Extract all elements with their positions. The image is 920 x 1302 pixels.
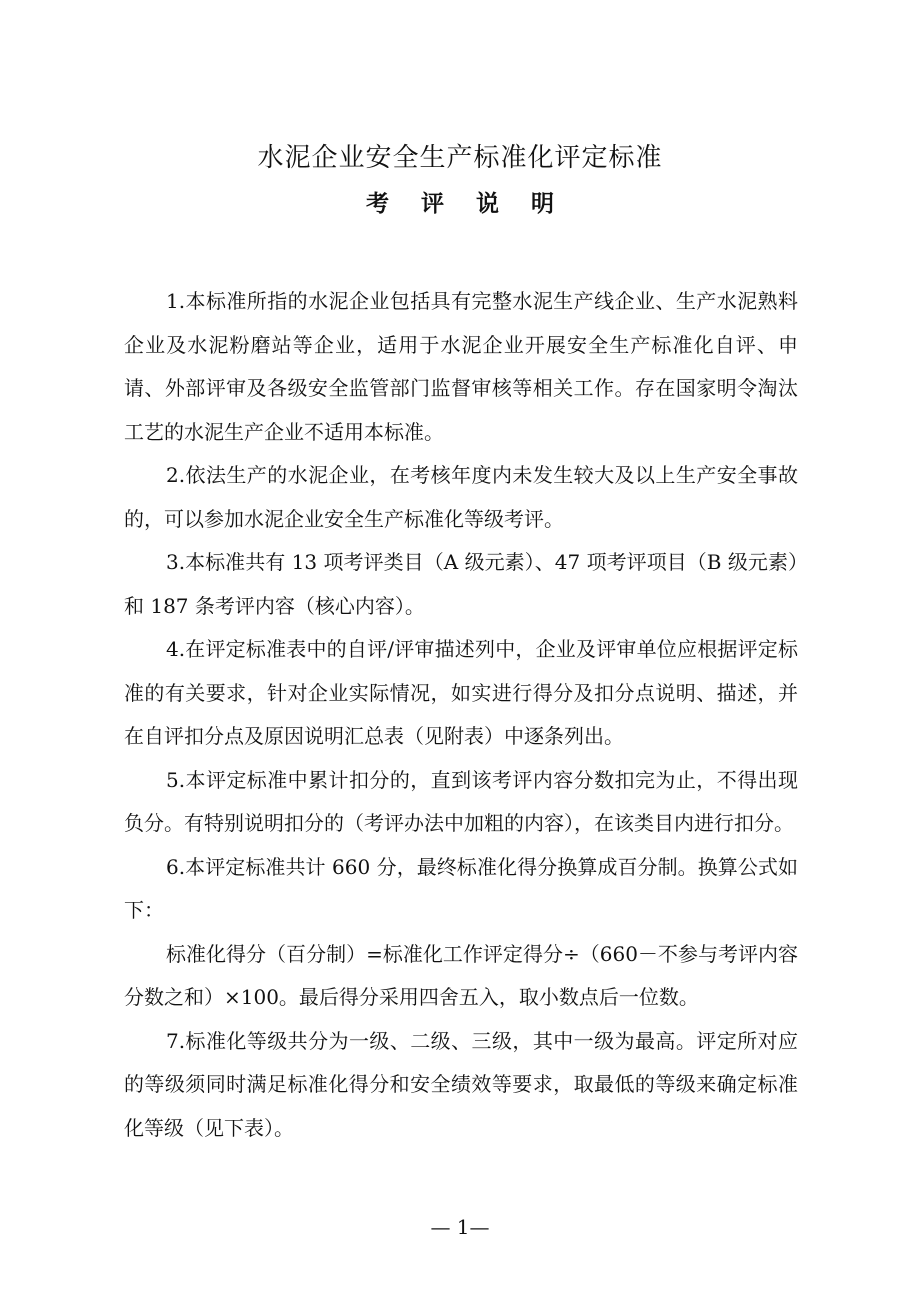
paragraph-3: 3.本标准共有 13 项考评类目（A 级元素）、47 项考评项目（B 级元素）和 187 条考评内容（核心内容）。 bbox=[124, 550, 798, 618]
paragraph-4: 4.在评定标准表中的自评/评审描述列中，企业及评审单位应根据评定标准的有关要求，针对企业实际情况，如实进行得分及扣分点说明、描述，并在自评扣分点及原因说明汇总表（见附表）中逐条列出。 bbox=[124, 637, 798, 748]
document-subtitle: 考 评 说 明 bbox=[365, 191, 567, 217]
formula-paragraph: 标准化得分（百分制）=标准化工作评定得分÷（660－不参与考评内容分数之和）×100。最后得分采用四舍五入，取小数点后一位数。 bbox=[124, 941, 798, 1009]
document-body bbox=[124, 280, 798, 1150]
paragraph-5: 5.本评定标准中累计扣分的，直到该考评内容分数扣完为止，不得出现负分。有特别说明扣分的（考评办法中加粗的内容），在该类目内进行扣分。 bbox=[124, 767, 798, 835]
paragraph-7: 7.标准化等级共分为一级、二级、三级，其中一级为最高。评定所对应的等级须同时满足标准化得分和安全绩效等要求，取最低的等级来确定标准化等级（见下表）。 bbox=[124, 1028, 798, 1140]
paragraph-6: 6.本评定标准共计 660 分，最终标准化得分换算成百分制。换算公式如下： bbox=[124, 854, 798, 922]
paragraph-1: 1.本标准所指的水泥企业包括具有完整水泥生产线企业、生产水泥熟料企业及水泥粉磨站等企业，适用于水泥企业开展安全生产标准化自评、申请、外部评审及各级安全监管部门监督审核等相关工作。存在国家明令淘汰工艺的水泥生产企业不适用本标准。 bbox=[124, 289, 798, 444]
paragraph-2: 2.依法生产的水泥企业，在考核年度内未发生较大及以上生产安全事故的，可以参加水泥企业安全生产标准化等级考评。 bbox=[124, 463, 798, 531]
document-title: 水泥企业安全生产标准化评定标准 bbox=[257, 143, 663, 173]
page-number: — 1— bbox=[430, 1215, 490, 1239]
